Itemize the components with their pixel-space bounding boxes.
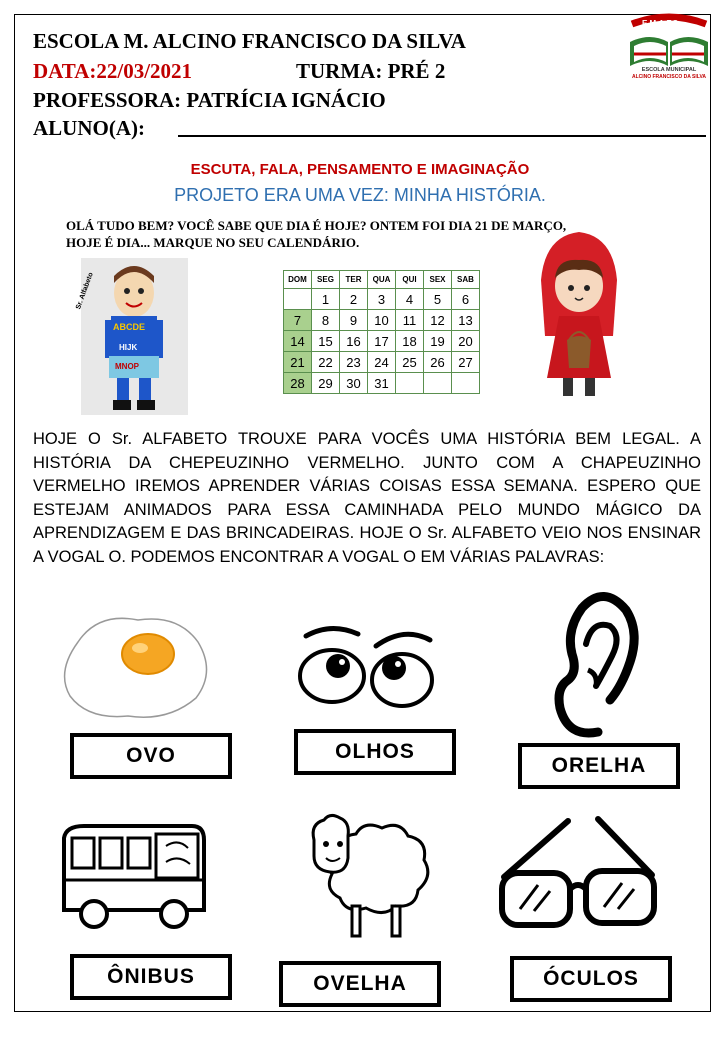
- calendar-day-cell[interactable]: 17: [368, 331, 396, 352]
- calendar-day-cell[interactable]: 6: [452, 289, 480, 310]
- word-card-olhos: OLHOS: [294, 729, 456, 775]
- march-calendar: [283, 270, 480, 394]
- calendar-day-cell[interactable]: 23: [340, 352, 368, 373]
- calendar-header-cell: SEX: [424, 271, 452, 289]
- bus-icon: [54, 818, 212, 938]
- calendar-day-cell[interactable]: 15: [312, 331, 340, 352]
- calendar-day-cell[interactable]: 11: [396, 310, 424, 331]
- section-subtitle: ESCUTA, FALA, PENSAMENTO E IMAGINAÇÃO: [190, 161, 530, 178]
- school-name: ESCOLA M. ALCINO FRANCISCO DA SILVA: [33, 29, 466, 53]
- calendar-day-cell[interactable]: 22: [312, 352, 340, 373]
- story-paragraph: HOJE O Sr. ALFABETO TROUXE PARA VOCÊS UMA HISTÓRIA BEM LEGAL. A HISTÓRIA DA CHEPEUZINHO VERMELHO. JUNTO COM A CHAPEUZINHO VERMELHO IREMOS APRENDER VÁRIAS COISAS ESSA SEMANA. ESPERO QUE ESTEJAM ANIMADOS PARA ESSA CAMINHADA PELO MUNDO MÁGICO DA APRENDIZAGEM E DAS BRINCADEIRAS. HOJE O Sr. ALFABETO VEIO NOS ENSINAR A VOGAL O. PODEMOS ENCONTRAR A VOGAL O EM VÁRIAS PALAVRAS:: [33, 430, 701, 566]
- calendar-day-cell[interactable]: 7: [284, 310, 312, 331]
- calendar-day-cell[interactable]: 8: [312, 310, 340, 331]
- word-card-oculos: ÓCULOS: [510, 956, 672, 1002]
- mr-alphabet-doll-image: ABCDE HIJK MNOP Sr. Alfabeto: [81, 258, 188, 415]
- calendar-week-row: [284, 373, 480, 394]
- calendar-day-cell[interactable]: 14: [284, 331, 312, 352]
- calendar-day-cell[interactable]: 30: [340, 373, 368, 394]
- calendar-day-cell[interactable]: 10: [368, 310, 396, 331]
- word-card-orelha: ORELHA: [518, 743, 680, 789]
- calendar-day-cell[interactable]: 1: [312, 289, 340, 310]
- doll-icon: [81, 258, 188, 415]
- calendar-day-cell[interactable]: 24: [368, 352, 396, 373]
- calendar-day-cell[interactable]: 20: [452, 331, 480, 352]
- school-logo: E.M.A.F.S ESCOLA MUNICIPAL ALCINO FRANCISCO DA SILVA: [624, 8, 714, 88]
- calendar-header-cell: SAB: [452, 271, 480, 289]
- project-title: PROJETO ERA UMA VEZ: MINHA HISTÓRIA.: [174, 185, 546, 205]
- student-label: ALUNO(A):: [33, 116, 145, 140]
- word-card-ovelha: OVELHA: [279, 961, 441, 1007]
- calendar-week-row: [284, 352, 480, 373]
- calendar-day-cell[interactable]: 16: [340, 331, 368, 352]
- calendar-day-cell[interactable]: 27: [452, 352, 480, 373]
- calendar-day-cell[interactable]: 28: [284, 373, 312, 394]
- calendar-header-cell: QUA: [368, 271, 396, 289]
- calendar-day-cell[interactable]: 9: [340, 310, 368, 331]
- ear-icon: [538, 590, 638, 740]
- student-name-line[interactable]: [178, 135, 706, 137]
- calendar-day-cell[interactable]: 5: [424, 289, 452, 310]
- calendar-day-cell[interactable]: 3: [368, 289, 396, 310]
- calendar-day-cell: [452, 373, 480, 394]
- calendar-day-cell[interactable]: 26: [424, 352, 452, 373]
- fried-egg-icon: [58, 612, 213, 722]
- calendar-day-cell[interactable]: 4: [396, 289, 424, 310]
- word-card-ovo: OVO: [70, 733, 232, 779]
- calendar-header-cell: SEG: [312, 271, 340, 289]
- calendar-week-row: [284, 310, 480, 331]
- calendar-day-cell: [424, 373, 452, 394]
- calendar-header-cell: TER: [340, 271, 368, 289]
- calendar-day-cell[interactable]: 19: [424, 331, 452, 352]
- calendar-header-cell: DOM: [284, 271, 312, 289]
- date-question: OLÁ TUDO BEM? VOCÊ SABE QUE DIA É HOJE? ONTEM FOI DIA 21 DE MARÇO, HOJE É DIA... MARQUE NO SEU CALENDÁRIO.: [66, 218, 567, 250]
- calendar-week-row: [284, 289, 480, 310]
- calendar-day-cell: [284, 289, 312, 310]
- word-card-onibus: ÔNIBUS: [70, 954, 232, 1000]
- calendar-day-cell[interactable]: 2: [340, 289, 368, 310]
- glasses-icon: [498, 813, 658, 935]
- red-riding-hood-icon: [533, 228, 625, 404]
- calendar-day-cell[interactable]: 31: [368, 373, 396, 394]
- calendar-day-cell[interactable]: 25: [396, 352, 424, 373]
- calendar-header-cell: QUI: [396, 271, 424, 289]
- sheep-icon: [300, 806, 435, 946]
- calendar-day-cell[interactable]: 12: [424, 310, 452, 331]
- calendar-day-cell: [396, 373, 424, 394]
- teacher-field: PROFESSORA: PATRÍCIA IGNÁCIO: [33, 88, 386, 112]
- little-red-riding-hood-image: [533, 228, 625, 404]
- class-field: TURMA: PRÉ 2: [296, 59, 446, 83]
- date-field: DATA:22/03/2021: [33, 59, 193, 83]
- calendar-day-cell[interactable]: 13: [452, 310, 480, 331]
- calendar-week-row: [284, 331, 480, 352]
- calendar-day-cell[interactable]: 18: [396, 331, 424, 352]
- calendar-day-cell[interactable]: 21: [284, 352, 312, 373]
- calendar-day-cell[interactable]: 29: [312, 373, 340, 394]
- eyes-icon: [296, 624, 436, 709]
